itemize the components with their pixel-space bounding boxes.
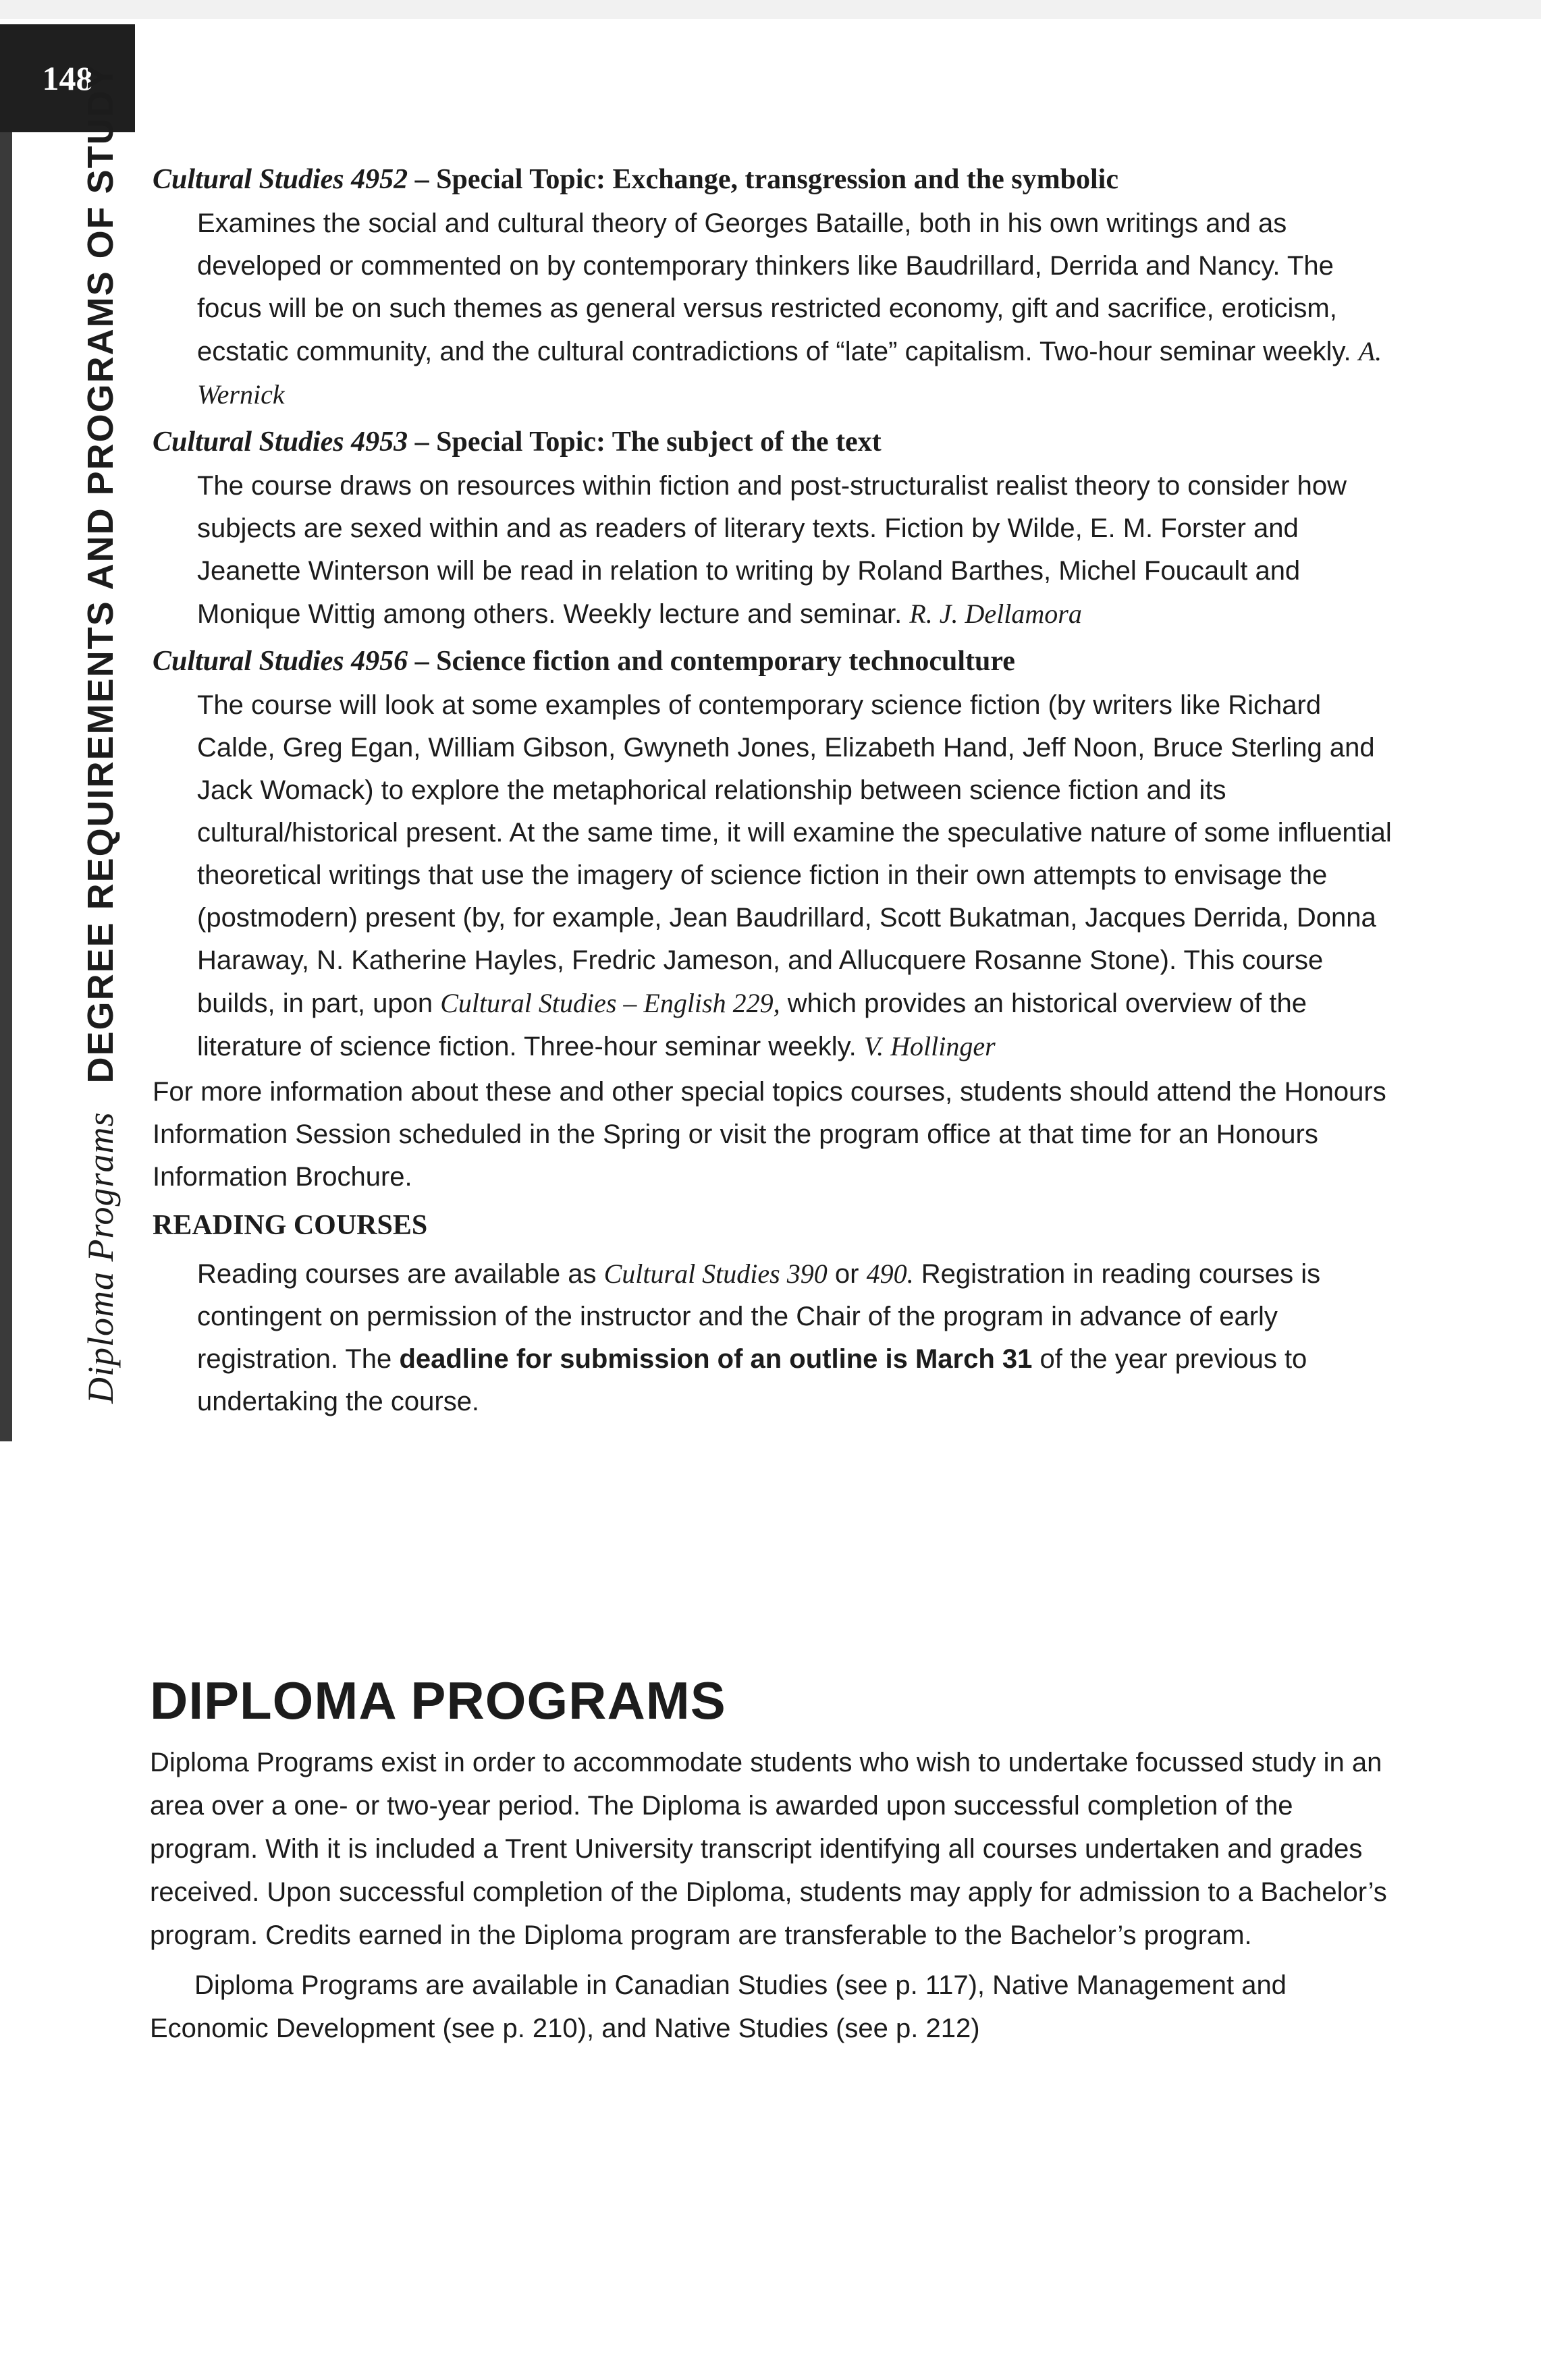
course-description-text: The course draws on resources within fiction and post-structuralist realist theory to consider how subjects are sexed within and as readers of literary texts. Fiction by Wilde, E. M. Forster and Jeanette Winterson will be read in relation to writing by Roland Barthes, Michel Foucault and Monique Wittig among others. Weekly lecture and seminar. bbox=[197, 471, 1347, 629]
course-title: – Special Topic: The subject of the text bbox=[414, 426, 882, 458]
reading-text: Reading courses are available as bbox=[197, 1259, 597, 1289]
reading-course-a: Cultural Studies 390 bbox=[603, 1258, 828, 1289]
reading-text: Registration in reading courses is contingent on permission of the instructor and the Chair of the program in advance of early registration. The bbox=[197, 1259, 1321, 1374]
side-title-bold: DEGREE REQUIREMENTS AND PROGRAMS OF STUDY bbox=[80, 63, 121, 1084]
course-code: Cultural Studies 4956 bbox=[153, 646, 408, 677]
course-listing bbox=[153, 157, 1395, 1423]
side-title-italic: Diploma Programs bbox=[80, 1111, 121, 1404]
reading-text: of the year previous to undertaking the course. bbox=[197, 1344, 1307, 1416]
top-rule bbox=[0, 0, 1541, 19]
diploma-title: DIPLOMA PROGRAMS bbox=[150, 1671, 726, 1730]
side-running-title bbox=[80, 63, 121, 1404]
course-description-text: Examines the social and cultural theory of Georges Bataille, both in his own writings and as developed or commented on by contemporary thinkers like Baudrillard, Derrida and Nancy. The focus will be on such themes as general versus restricted economy, gift and sacrifice, eroticism, ecstatic community, and the cultural contradictions of “late” capitalism. Two-hour seminar weekly. bbox=[197, 209, 1351, 366]
course-heading bbox=[153, 157, 1395, 202]
reading-courses-paragraph bbox=[153, 1252, 1395, 1423]
diploma-section bbox=[150, 1667, 1392, 2050]
course-title: – Special Topic: Exchange, transgression and the symbolic bbox=[414, 164, 1118, 195]
course-code: Cultural Studies 4952 bbox=[153, 164, 408, 195]
course-heading bbox=[153, 419, 1395, 465]
course-description-text: The course will look at some examples of contemporary science fiction (by writers like Richard Calde, Greg Egan, William Gibson, Gwyneth Jones, Elizabeth Hand, Jeff Noon, Bruce Sterling and Jack Womack) to explore the metaphorical relationship between science fiction and its cultural/historical present. At the same time, it will examine the speculative nature of some influential theoretical writings that use the imagery of science fiction in their own attempts to envisage the (postmodern) present (by, for example, Jean Baudrillard, Scott Bukatman, Jacques Derrida, Donna Haraway, N. Katherine Hayles, Fredric Jameson, and Allucquere Rosanne Stone). This course builds, in part, upon bbox=[197, 690, 1392, 1018]
course-description-text: which provides an historical overview of the literature of science fiction. Three-hour seminar weekly. bbox=[197, 989, 1307, 1061]
reading-course-b: 490. bbox=[866, 1258, 914, 1289]
diploma-paragraph: Diploma Programs are available in Canadian Studies (see p. 117), Native Management and Economic Development (see p. 210), and Native Studies (see p. 212) bbox=[150, 1970, 1287, 2043]
more-info-paragraph: For more information about these and other special topics courses, students should attend the Honours Information Session scheduled in the Spring or visit the program office at that time for an Honours Information Brochure. bbox=[153, 1077, 1386, 1192]
course-instructor: V. Hollinger bbox=[863, 1031, 996, 1061]
course-reference: Cultural Studies – English 229, bbox=[440, 988, 780, 1018]
course-description bbox=[153, 465, 1395, 636]
reading-deadline: deadline for submission of an outline is March 31 bbox=[399, 1344, 1033, 1374]
course-entry bbox=[153, 638, 1395, 1068]
course-heading bbox=[153, 638, 1395, 684]
diploma-paragraph: Diploma Programs exist in order to accommodate students who wish to undertake focussed study in an area over a one- or two-year period. The Diploma is awarded upon successful completion of the program. With it is included a Trent University transcript identifying all courses undertaken and grades received. Upon successful completion of the Diploma, students may apply for admission to a Bachelor’s program. Credits earned in the Diploma program are transferable to the Bachelor’s program. bbox=[150, 1748, 1387, 1950]
reading-text: or bbox=[834, 1259, 859, 1289]
course-code: Cultural Studies 4953 bbox=[153, 426, 408, 458]
course-description bbox=[153, 202, 1395, 416]
side-bar bbox=[0, 132, 12, 1441]
course-entry bbox=[153, 157, 1395, 416]
course-instructor: R. J. Dellamora bbox=[909, 599, 1082, 629]
course-title: – Science fiction and contemporary technoculture bbox=[414, 646, 1015, 677]
course-instructor: A. Wernick bbox=[197, 336, 1382, 410]
reading-courses-heading: READING COURSES bbox=[153, 1210, 428, 1241]
course-entry bbox=[153, 419, 1395, 636]
page-number-text: 148 bbox=[42, 59, 93, 97]
course-description bbox=[153, 684, 1395, 1068]
